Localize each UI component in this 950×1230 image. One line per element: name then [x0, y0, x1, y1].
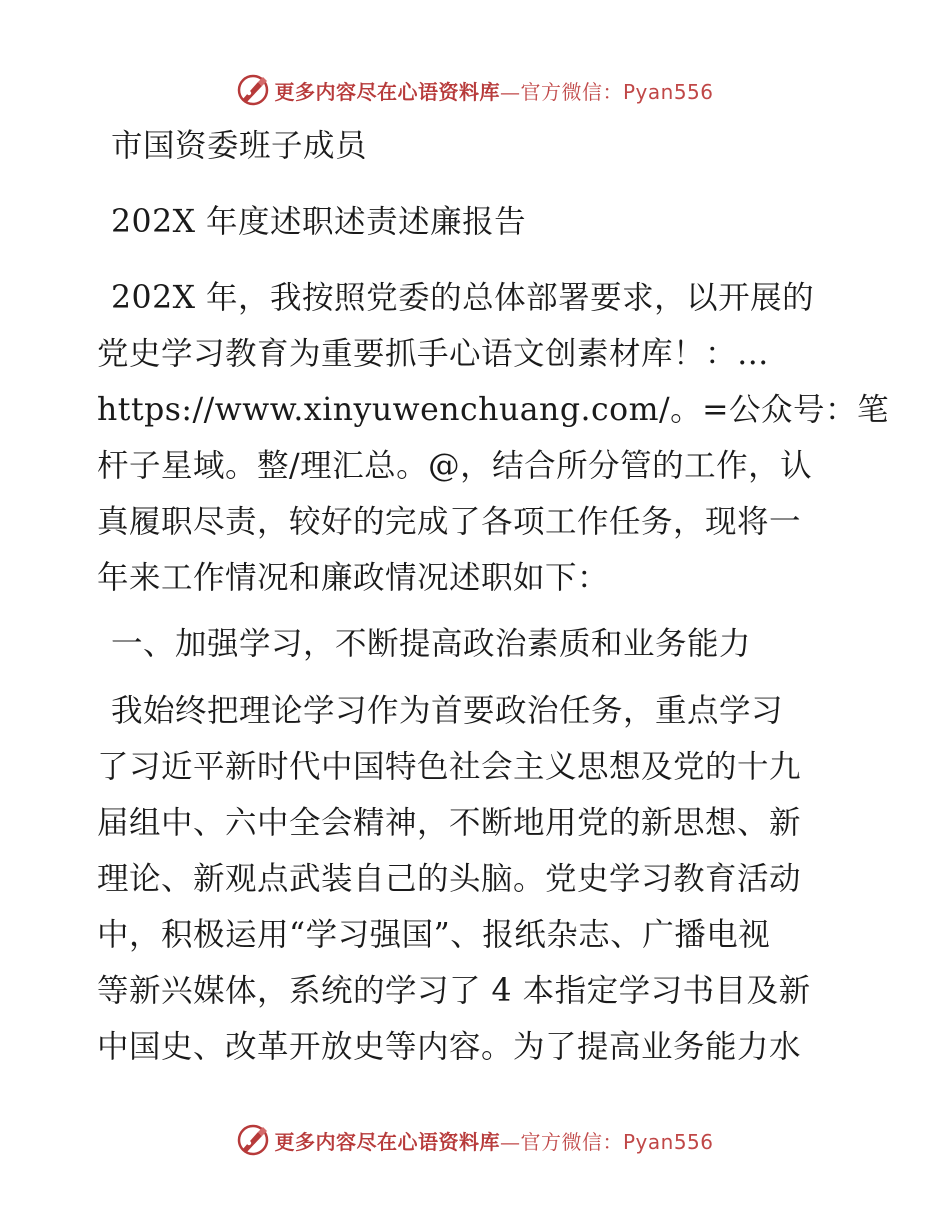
section-1-line: 我始终把理论学习作为首要政治任务，重点学习 [111, 693, 784, 729]
section-1-line: 等新兴媒体，系统的学习了 4 本指定学习书目及新 [97, 973, 811, 1009]
doc-title-line-2: 202X 年度述职述责述廉报告 [111, 204, 527, 240]
banner-text: 更多内容尽在心语资料库—官方微信：Pyan556 [274, 79, 714, 104]
section-1-line: 了习近平新时代中国特色社会主义思想及党的十九 [97, 749, 802, 785]
section-1-line: 中国史、改革开放史等内容。为了提高业务能力水 [97, 1029, 802, 1065]
banner-text: 更多内容尽在心语资料库—官方微信：Pyan556 [274, 1129, 714, 1154]
doc-title-line-1: 市国资委班子成员 [111, 128, 368, 164]
intro-line: 年来工作情况和廉政情况述职如下： [97, 560, 610, 596]
section-1-line: 中，积极运用“学习强国”、报纸杂志、广播电视 [97, 917, 771, 953]
section-1-line: 届组中、六中全会精神，不断地用党的新思想、新 [97, 805, 802, 841]
intro-paragraph [97, 270, 889, 606]
intro-line: 党史学习教育为重要抓手心语文创素材库！：… [97, 336, 770, 372]
intro-line: 杆子星域。整/理汇总。@，结合所分管的工作，认 [97, 448, 813, 484]
section-1-heading: 一、加强学习，不断提高政治素质和业务能力 [111, 626, 752, 662]
header-watermark-banner [0, 70, 950, 110]
document-body [97, 118, 889, 1075]
intro-line: 202X 年，我按照党委的总体部署要求，以开展的 [111, 280, 815, 316]
pen-logo-icon [236, 73, 270, 107]
section-1-line: 理论、新观点武装自己的头脑。党史学习教育活动 [97, 861, 802, 897]
intro-line: https://www.xinyuwenchuang.com/。=公众号：笔 [97, 392, 889, 428]
footer-watermark-banner [0, 1120, 950, 1160]
pen-logo-icon [236, 1123, 270, 1157]
intro-line: 真履职尽责，较好的完成了各项工作任务，现将一 [97, 504, 802, 540]
section-1-paragraph [97, 683, 857, 1075]
